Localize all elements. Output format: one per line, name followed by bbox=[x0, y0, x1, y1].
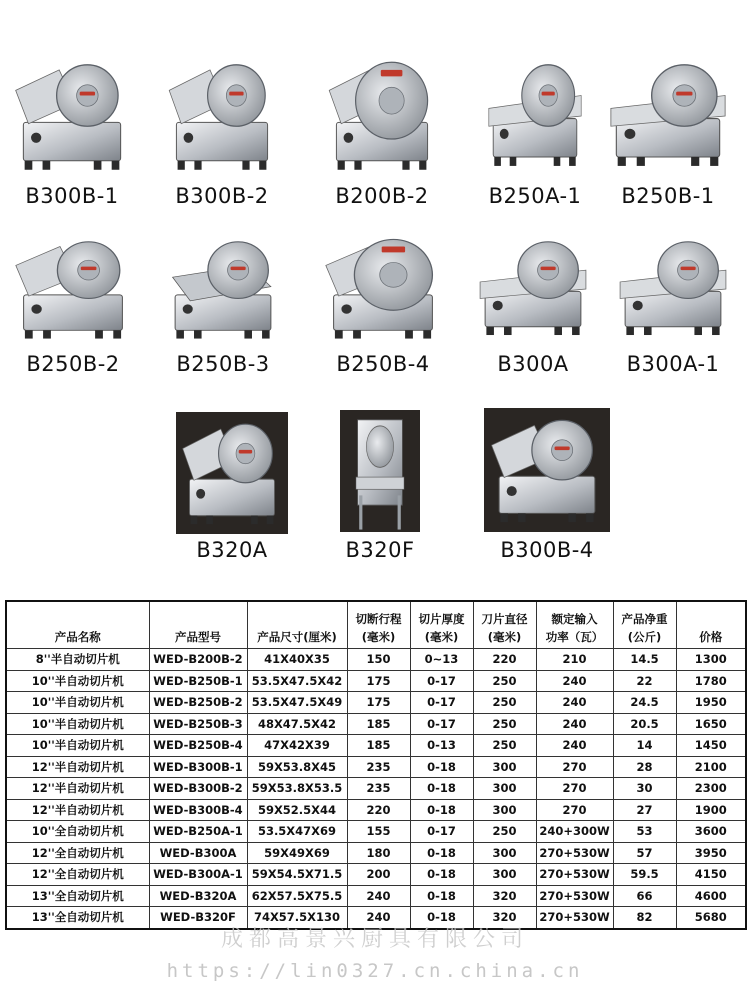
cell-cutting-stroke: 175 bbox=[347, 692, 410, 714]
cell-slice-thickness: 0-18 bbox=[410, 778, 473, 800]
meat-slicer-image bbox=[480, 52, 590, 180]
product-model-label: B250A-1 bbox=[488, 184, 582, 208]
cell-blade-diameter: 320 bbox=[473, 885, 536, 907]
product-model-label: B250B-2 bbox=[26, 352, 120, 376]
header-rated-power: 额定输入 功率（瓦） bbox=[536, 601, 613, 649]
meat-slicer-image bbox=[610, 230, 736, 348]
cell-price: 1780 bbox=[676, 670, 746, 692]
cell-product-name: 10''全自动切片机 bbox=[6, 821, 149, 843]
product-model-label: B200B-2 bbox=[335, 184, 429, 208]
product-photo bbox=[160, 230, 286, 348]
cell-net-weight: 57 bbox=[613, 842, 676, 864]
cell-blade-diameter: 300 bbox=[473, 756, 536, 778]
cell-blade-diameter: 300 bbox=[473, 778, 536, 800]
cell-cutting-stroke: 175 bbox=[347, 670, 410, 692]
cell-slice-thickness: 0-17 bbox=[410, 692, 473, 714]
product-card bbox=[340, 410, 420, 564]
table-header-row bbox=[6, 601, 746, 649]
cell-net-weight: 14 bbox=[613, 735, 676, 757]
cell-model: WED-B250B-4 bbox=[149, 735, 247, 757]
cell-net-weight: 66 bbox=[613, 885, 676, 907]
cell-model: WED-B250A-1 bbox=[149, 821, 247, 843]
product-photo bbox=[162, 52, 282, 180]
cell-price: 1950 bbox=[676, 692, 746, 714]
meat-slicer-image bbox=[484, 408, 610, 532]
cell-slice-thickness: 0-13 bbox=[410, 735, 473, 757]
product-photo bbox=[8, 230, 138, 348]
cell-product-name: 12''半自动切片机 bbox=[6, 756, 149, 778]
meat-slicer-image bbox=[162, 52, 282, 180]
cell-net-weight: 53 bbox=[613, 821, 676, 843]
product-photo bbox=[176, 412, 288, 534]
cell-blade-diameter: 300 bbox=[473, 842, 536, 864]
cell-cutting-stroke: 235 bbox=[347, 778, 410, 800]
cell-rated-power: 240 bbox=[536, 735, 613, 757]
meat-slicer-image bbox=[470, 230, 596, 348]
product-model-label: B300A-1 bbox=[626, 352, 720, 376]
cell-slice-thickness: 0~13 bbox=[410, 649, 473, 671]
header-product-name: 产品名称 bbox=[6, 601, 149, 649]
cell-price: 4150 bbox=[676, 864, 746, 886]
table-row bbox=[6, 713, 746, 735]
meat-slicer-image bbox=[8, 52, 136, 180]
cell-rated-power: 270+530W bbox=[536, 907, 613, 929]
cell-dimensions: 59X52.5X44 bbox=[247, 799, 347, 821]
spec-table bbox=[5, 600, 747, 930]
cell-product-name: 10''半自动切片机 bbox=[6, 670, 149, 692]
table-row bbox=[6, 692, 746, 714]
product-card bbox=[322, 52, 442, 212]
cell-cutting-stroke: 155 bbox=[347, 821, 410, 843]
cell-rated-power: 270 bbox=[536, 778, 613, 800]
cell-product-name: 12''半自动切片机 bbox=[6, 799, 149, 821]
cell-model: WED-B320F bbox=[149, 907, 247, 929]
cell-rated-power: 240 bbox=[536, 713, 613, 735]
header-cutting-stroke: 切断行程 (毫米) bbox=[347, 601, 410, 649]
cell-dimensions: 53.5X47.5X42 bbox=[247, 670, 347, 692]
cell-rated-power: 270+530W bbox=[536, 842, 613, 864]
cell-rated-power: 240 bbox=[536, 692, 613, 714]
cell-slice-thickness: 0-17 bbox=[410, 821, 473, 843]
cell-cutting-stroke: 240 bbox=[347, 907, 410, 929]
cell-model: WED-B320A bbox=[149, 885, 247, 907]
product-model-label: B300B-2 bbox=[175, 184, 269, 208]
product-card bbox=[160, 230, 286, 380]
cell-model: WED-B300A-1 bbox=[149, 864, 247, 886]
cell-dimensions: 59X53.8X45 bbox=[247, 756, 347, 778]
cell-product-name: 12''全自动切片机 bbox=[6, 864, 149, 886]
cell-dimensions: 48X47.5X42 bbox=[247, 713, 347, 735]
cell-dimensions: 62X57.5X75.5 bbox=[247, 885, 347, 907]
product-model-label: B300B-4 bbox=[500, 538, 594, 562]
product-photo bbox=[322, 52, 442, 180]
cell-blade-diameter: 250 bbox=[473, 670, 536, 692]
cell-rated-power: 240+300W bbox=[536, 821, 613, 843]
cell-cutting-stroke: 180 bbox=[347, 842, 410, 864]
cell-rated-power: 240 bbox=[536, 670, 613, 692]
cell-price: 1300 bbox=[676, 649, 746, 671]
cell-blade-diameter: 320 bbox=[473, 907, 536, 929]
product-model-label: B250B-4 bbox=[336, 352, 430, 376]
table-row bbox=[6, 885, 746, 907]
cell-slice-thickness: 0-17 bbox=[410, 713, 473, 735]
product-model-label: B320A bbox=[196, 538, 268, 562]
table-row bbox=[6, 799, 746, 821]
cell-rated-power: 270 bbox=[536, 756, 613, 778]
cell-cutting-stroke: 150 bbox=[347, 649, 410, 671]
watermark-company: 成都高景兴厨具有限公司 bbox=[220, 927, 529, 952]
product-card bbox=[470, 230, 596, 380]
cell-dimensions: 41X40X35 bbox=[247, 649, 347, 671]
cell-product-name: 13''全自动切片机 bbox=[6, 885, 149, 907]
cell-price: 4600 bbox=[676, 885, 746, 907]
product-card bbox=[610, 230, 736, 380]
cell-product-name: 13''全自动切片机 bbox=[6, 907, 149, 929]
cell-blade-diameter: 250 bbox=[473, 692, 536, 714]
cell-net-weight: 24.5 bbox=[613, 692, 676, 714]
cell-blade-diameter: 250 bbox=[473, 735, 536, 757]
cell-slice-thickness: 0-18 bbox=[410, 756, 473, 778]
product-card bbox=[162, 52, 282, 212]
meat-slicer-image bbox=[340, 410, 420, 532]
cell-dimensions: 59X53.8X53.5 bbox=[247, 778, 347, 800]
cell-net-weight: 59.5 bbox=[613, 864, 676, 886]
product-photo bbox=[600, 52, 736, 180]
cell-product-name: 12''全自动切片机 bbox=[6, 842, 149, 864]
table-row bbox=[6, 649, 746, 671]
cell-slice-thickness: 0-18 bbox=[410, 799, 473, 821]
cell-slice-thickness: 0-18 bbox=[410, 907, 473, 929]
product-card bbox=[318, 230, 448, 380]
product-card bbox=[176, 412, 288, 564]
cell-rated-power: 210 bbox=[536, 649, 613, 671]
cell-rated-power: 270+530W bbox=[536, 864, 613, 886]
cell-net-weight: 22 bbox=[613, 670, 676, 692]
cell-dimensions: 47X42X39 bbox=[247, 735, 347, 757]
cell-model: WED-B300B-1 bbox=[149, 756, 247, 778]
watermark-url: https://lin0327.cn.china.cn bbox=[166, 960, 584, 982]
header-price: 价格 bbox=[676, 601, 746, 649]
cell-price: 2100 bbox=[676, 756, 746, 778]
cell-blade-diameter: 300 bbox=[473, 864, 536, 886]
product-photo bbox=[610, 230, 736, 348]
cell-net-weight: 30 bbox=[613, 778, 676, 800]
product-card bbox=[600, 52, 736, 212]
product-model-label: B250B-3 bbox=[176, 352, 270, 376]
cell-price: 2300 bbox=[676, 778, 746, 800]
product-photo bbox=[8, 52, 136, 180]
cell-cutting-stroke: 185 bbox=[347, 735, 410, 757]
product-model-label: B320F bbox=[345, 538, 415, 562]
meat-slicer-image bbox=[600, 52, 736, 180]
meat-slicer-image bbox=[160, 230, 286, 348]
meat-slicer-image bbox=[8, 230, 138, 348]
cell-price: 3600 bbox=[676, 821, 746, 843]
product-model-label: B300B-1 bbox=[25, 184, 119, 208]
table-row bbox=[6, 864, 746, 886]
cell-model: WED-B300B-4 bbox=[149, 799, 247, 821]
table-row bbox=[6, 756, 746, 778]
cell-net-weight: 82 bbox=[613, 907, 676, 929]
cell-product-name: 10''半自动切片机 bbox=[6, 735, 149, 757]
cell-slice-thickness: 0-18 bbox=[410, 842, 473, 864]
header-model: 产品型号 bbox=[149, 601, 247, 649]
cell-cutting-stroke: 185 bbox=[347, 713, 410, 735]
product-model-label: B250B-1 bbox=[621, 184, 715, 208]
cell-cutting-stroke: 200 bbox=[347, 864, 410, 886]
cell-dimensions: 59X49X69 bbox=[247, 842, 347, 864]
cell-dimensions: 59X54.5X71.5 bbox=[247, 864, 347, 886]
cell-net-weight: 28 bbox=[613, 756, 676, 778]
header-net-weight: 产品净重 (公斤) bbox=[613, 601, 676, 649]
cell-slice-thickness: 0-17 bbox=[410, 670, 473, 692]
meat-slicer-image bbox=[176, 412, 288, 534]
cell-rated-power: 270+530W bbox=[536, 885, 613, 907]
cell-blade-diameter: 250 bbox=[473, 713, 536, 735]
cell-model: WED-B200B-2 bbox=[149, 649, 247, 671]
cell-cutting-stroke: 240 bbox=[347, 885, 410, 907]
product-photo bbox=[470, 230, 596, 348]
header-blade-diameter: 刀片直径 (毫米) bbox=[473, 601, 536, 649]
cell-net-weight: 27 bbox=[613, 799, 676, 821]
table-row bbox=[6, 735, 746, 757]
cell-slice-thickness: 0-18 bbox=[410, 885, 473, 907]
cell-cutting-stroke: 220 bbox=[347, 799, 410, 821]
cell-product-name: 12''半自动切片机 bbox=[6, 778, 149, 800]
table-row bbox=[6, 821, 746, 843]
product-card bbox=[480, 52, 590, 212]
product-photo bbox=[318, 230, 448, 348]
cell-product-name: 8''半自动切片机 bbox=[6, 649, 149, 671]
product-card bbox=[8, 230, 138, 380]
product-photo bbox=[484, 408, 610, 532]
table-row bbox=[6, 778, 746, 800]
product-model-label: B300A bbox=[497, 352, 569, 376]
cell-product-name: 10''半自动切片机 bbox=[6, 713, 149, 735]
cell-price: 1900 bbox=[676, 799, 746, 821]
meat-slicer-image bbox=[322, 52, 442, 180]
cell-price: 5680 bbox=[676, 907, 746, 929]
table-row bbox=[6, 670, 746, 692]
cell-model: WED-B250B-2 bbox=[149, 692, 247, 714]
cell-product-name: 10''半自动切片机 bbox=[6, 692, 149, 714]
cell-dimensions: 74X57.5X130 bbox=[247, 907, 347, 929]
cell-blade-diameter: 300 bbox=[473, 799, 536, 821]
cell-model: WED-B250B-1 bbox=[149, 670, 247, 692]
cell-model: WED-B250B-3 bbox=[149, 713, 247, 735]
cell-model: WED-B300B-2 bbox=[149, 778, 247, 800]
cell-dimensions: 53.5X47.5X49 bbox=[247, 692, 347, 714]
table-row bbox=[6, 842, 746, 864]
cell-net-weight: 20.5 bbox=[613, 713, 676, 735]
cell-price: 1650 bbox=[676, 713, 746, 735]
product-photo bbox=[480, 52, 590, 180]
cell-rated-power: 270 bbox=[536, 799, 613, 821]
product-card bbox=[484, 408, 610, 564]
product-photo bbox=[340, 410, 420, 532]
cell-slice-thickness: 0-18 bbox=[410, 864, 473, 886]
cell-model: WED-B300A bbox=[149, 842, 247, 864]
cell-price: 1450 bbox=[676, 735, 746, 757]
cell-blade-diameter: 250 bbox=[473, 821, 536, 843]
header-dimensions: 产品尺寸(厘米) bbox=[247, 601, 347, 649]
cell-blade-diameter: 220 bbox=[473, 649, 536, 671]
cell-cutting-stroke: 235 bbox=[347, 756, 410, 778]
cell-net-weight: 14.5 bbox=[613, 649, 676, 671]
meat-slicer-image bbox=[318, 230, 448, 348]
cell-dimensions: 53.5X47X69 bbox=[247, 821, 347, 843]
product-card bbox=[8, 52, 136, 212]
header-slice-thickness: 切片厚度 (毫米) bbox=[410, 601, 473, 649]
cell-price: 3950 bbox=[676, 842, 746, 864]
table-row bbox=[6, 907, 746, 929]
